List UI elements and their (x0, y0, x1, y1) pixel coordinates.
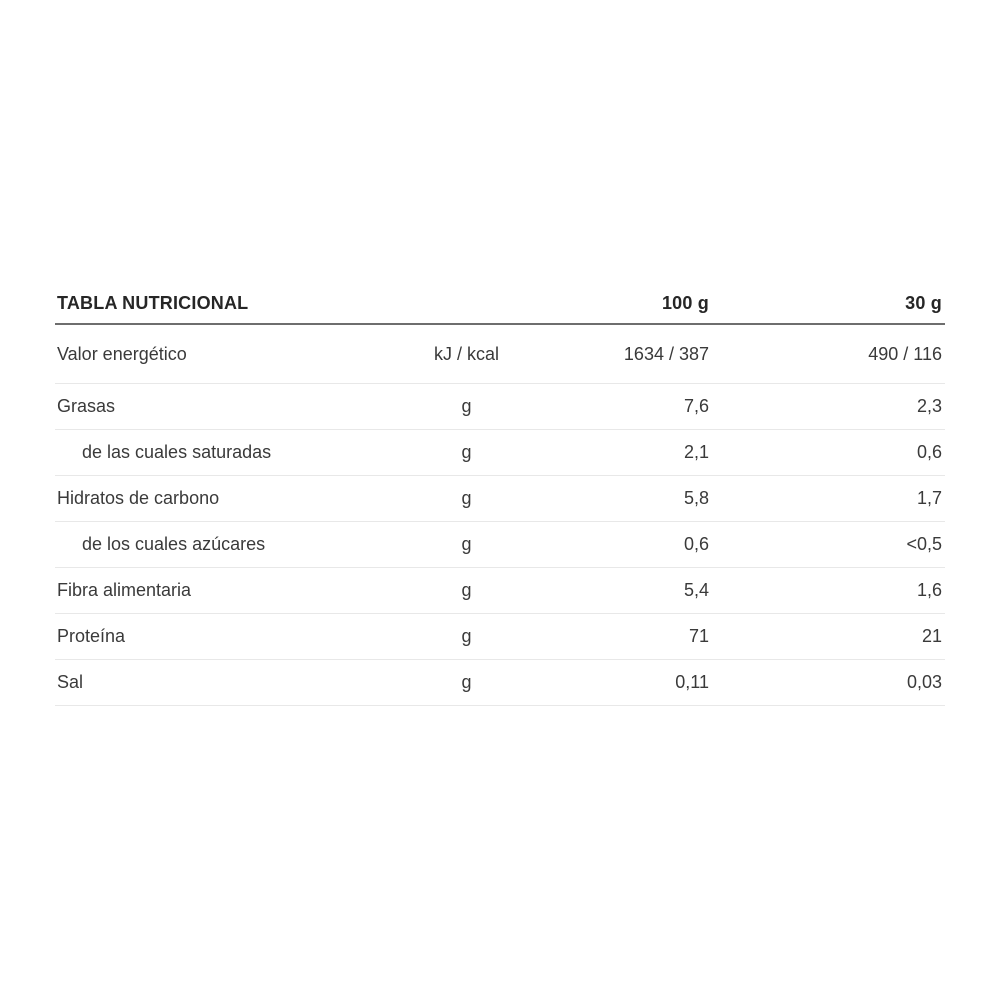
row-value-100g: 7,6 (683, 396, 709, 416)
row-label: Fibra alimentaria (57, 580, 192, 600)
row-value-30g: <0,5 (906, 534, 942, 554)
row-label: Grasas (57, 396, 116, 416)
row-label: de las cuales saturadas (82, 442, 272, 462)
row-value-30g: 0,03 (906, 672, 942, 692)
row-value-100g: 2,1 (683, 442, 709, 462)
row-label: Valor energético (57, 343, 187, 364)
row-label: Sal (57, 672, 84, 692)
row-unit: g (461, 442, 472, 462)
table-row (55, 325, 945, 384)
row-value-100g: 5,4 (683, 580, 709, 600)
row-label: Hidratos de carbono (57, 488, 220, 508)
row-value-100g: 1634 / 387 (623, 343, 709, 364)
row-unit: g (461, 534, 472, 554)
table-row (55, 568, 945, 614)
row-unit: g (461, 580, 472, 600)
row-value-100g: 0,6 (683, 534, 709, 554)
table-title: TABLA NUTRICIONAL (57, 292, 249, 313)
table-row (55, 384, 945, 430)
row-label: Proteína (57, 626, 126, 646)
table-header-row (55, 283, 945, 325)
row-value-100g: 5,8 (683, 488, 709, 508)
row-value-30g: 2,3 (916, 396, 942, 416)
table-row (55, 660, 945, 706)
row-value-30g: 490 / 116 (868, 343, 942, 364)
row-unit: g (461, 626, 472, 646)
row-value-100g: 0,11 (675, 672, 709, 692)
row-unit: g (461, 396, 472, 416)
row-value-30g: 21 (921, 626, 942, 646)
row-unit: kJ / kcal (433, 343, 499, 364)
column-header-100g: 100 g (661, 292, 709, 313)
row-label: de los cuales azúcares (82, 534, 266, 554)
table-row (55, 614, 945, 660)
table-row (55, 476, 945, 522)
row-value-100g: 71 (688, 626, 709, 646)
column-header-30g: 30 g (905, 292, 942, 313)
row-value-30g: 1,7 (916, 488, 942, 508)
table-row (55, 522, 945, 568)
row-unit: g (461, 488, 472, 508)
table-row (55, 430, 945, 476)
row-value-30g: 1,6 (916, 580, 942, 600)
row-value-30g: 0,6 (916, 442, 942, 462)
row-unit: g (461, 672, 472, 692)
nutrition-table (55, 283, 945, 706)
